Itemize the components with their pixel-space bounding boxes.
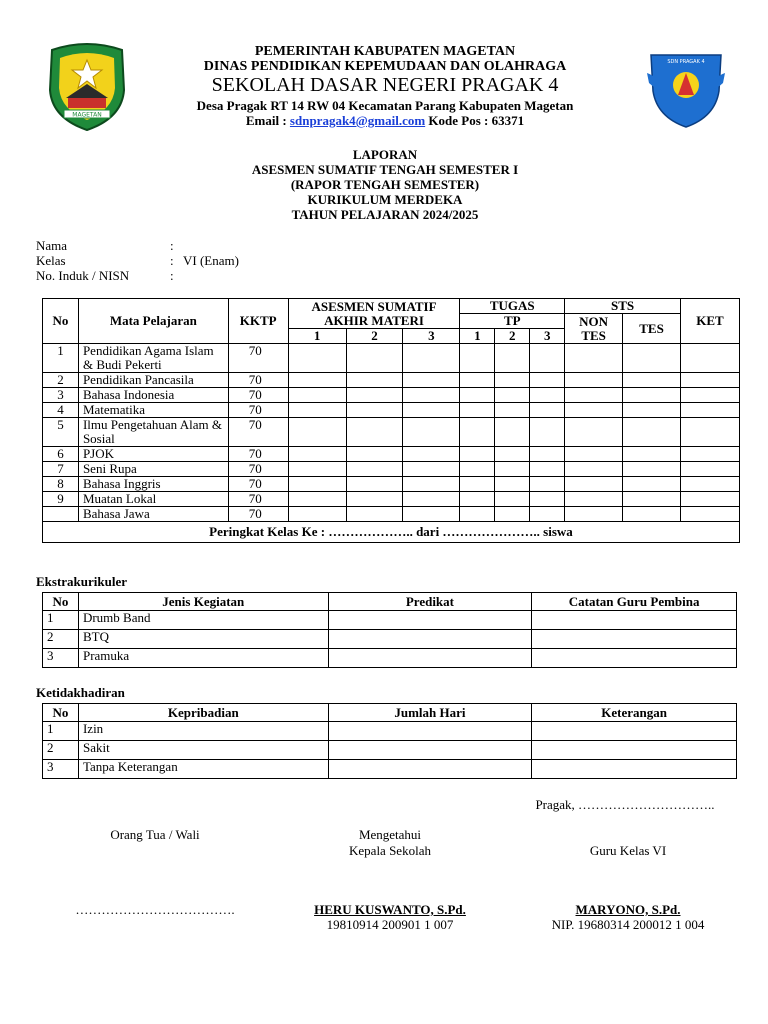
col-non-tes: NON TES (565, 314, 623, 344)
grade-subject: Ilmu Pengetahuan Alam & Sosial (78, 418, 228, 447)
grade-score-cell[interactable] (346, 492, 403, 507)
grade-score-cell[interactable] (530, 418, 565, 447)
grade-row (43, 403, 740, 418)
col-no: No (43, 299, 79, 344)
absence-note-cell[interactable] (532, 722, 737, 741)
grade-score-cell[interactable] (288, 403, 346, 418)
grade-score-cell[interactable] (623, 403, 681, 418)
grade-kktp: 70 (228, 477, 288, 492)
grade-score-cell[interactable] (495, 447, 530, 462)
grade-score-cell[interactable] (565, 344, 623, 373)
grade-no: 3 (43, 388, 79, 403)
extra-note-cell[interactable] (532, 630, 737, 649)
grade-score-cell[interactable] (288, 447, 346, 462)
col-ket: KET (681, 299, 740, 344)
grade-score-cell[interactable] (623, 344, 681, 373)
grade-score-cell[interactable] (403, 462, 460, 477)
grade-score-cell[interactable] (565, 507, 623, 522)
grade-score-cell[interactable] (288, 373, 346, 388)
grade-no: 5 (43, 418, 79, 447)
grade-score-cell[interactable] (460, 388, 495, 403)
col-sts: STS (565, 299, 681, 314)
grade-score-cell[interactable] (346, 507, 403, 522)
school-address: Desa Pragak RT 14 RW 04 Kecamatan Parang Kabupaten Magetan (196, 98, 574, 113)
absence-name: Tanpa Keterangan (78, 760, 328, 779)
grade-score-cell[interactable] (403, 447, 460, 462)
grade-kktp: 70 (228, 462, 288, 477)
extra-row (43, 611, 737, 630)
header-line-1: PEMERINTAH KABUPATEN MAGETAN (254, 44, 516, 59)
report-subtitle-4: TAHUN PELAJARAN 2024/2025 (291, 207, 479, 222)
grade-score-cell[interactable] (495, 492, 530, 507)
grade-score-cell[interactable] (623, 418, 681, 447)
grade-score-cell[interactable] (460, 507, 495, 522)
col-asas-1: 1 (288, 329, 346, 344)
grade-score-cell[interactable] (623, 492, 681, 507)
teacher-name: MARYONO, S.Pd. (575, 902, 681, 917)
extra-name: BTQ (78, 630, 328, 649)
teacher-nip: NIP. 19680314 200012 1 004 (551, 917, 705, 932)
grades-table (42, 298, 740, 543)
grade-score-cell[interactable] (530, 477, 565, 492)
col-kktp: KKTP (228, 299, 288, 344)
grade-score-cell[interactable] (460, 344, 495, 373)
identity-label-name: Nama (36, 238, 68, 253)
postal-code: Kode Pos : 63371 (428, 113, 525, 128)
extra-name: Pramuka (78, 649, 328, 668)
grade-score-cell[interactable] (288, 477, 346, 492)
grade-score-cell[interactable] (681, 492, 740, 507)
logo-left-label: MAGETAN (72, 111, 102, 119)
extra-no: 3 (43, 649, 79, 668)
report-title: LAPORAN (352, 147, 418, 162)
grade-score-cell[interactable] (403, 344, 460, 373)
grade-score-cell[interactable] (530, 492, 565, 507)
grade-score-cell[interactable] (623, 447, 681, 462)
grade-row (43, 388, 740, 403)
grade-row (43, 507, 740, 522)
absence-col-type: Kepribadian (78, 704, 328, 722)
identity-value-class: VI (Enam) (183, 253, 239, 268)
grade-no: 2 (43, 373, 79, 388)
principal-name: HERU KUSWANTO, S.Pd. (314, 902, 466, 917)
identity-label-nisn: No. Induk / NISN (36, 268, 130, 283)
grade-score-cell[interactable] (495, 418, 530, 447)
grade-score-cell[interactable] (495, 477, 530, 492)
school-badge-icon (645, 47, 727, 129)
extra-col-note: Catatan Guru Pembina (532, 593, 737, 611)
grade-no: 1 (43, 344, 79, 373)
grade-score-cell[interactable] (288, 344, 346, 373)
col-tp-3: 3 (530, 329, 565, 344)
grade-score-cell[interactable] (460, 403, 495, 418)
absence-title: Ketidakhadiran (36, 685, 125, 700)
grade-subject: Bahasa Indonesia (78, 388, 228, 403)
extra-col-no: No (43, 593, 79, 611)
grade-score-cell[interactable] (495, 344, 530, 373)
grade-score-cell[interactable] (681, 388, 740, 403)
col-subject: Mata Pelajaran (78, 299, 228, 344)
header-line-2: DINAS PENDIDIKAN KEPEMUDAAN DAN OLAHRAGA (203, 59, 567, 74)
grade-score-cell[interactable] (495, 403, 530, 418)
grade-row (43, 462, 740, 477)
identity-colon: : (170, 238, 174, 253)
absence-name: Izin (78, 722, 328, 741)
extracurricular-title: Ekstrakurikuler (36, 574, 128, 589)
absence-value-cell[interactable] (328, 760, 532, 779)
grade-subject: Seni Rupa (78, 462, 228, 477)
grade-score-cell[interactable] (346, 447, 403, 462)
grade-score-cell[interactable] (403, 418, 460, 447)
grade-score-cell[interactable] (460, 462, 495, 477)
grade-score-cell[interactable] (403, 403, 460, 418)
grade-subject: Muatan Lokal (78, 492, 228, 507)
col-asas-2: 2 (346, 329, 403, 344)
col-tugas: TUGAS (460, 299, 565, 314)
grade-no: 6 (43, 447, 79, 462)
absence-note-cell[interactable] (532, 760, 737, 779)
grade-kktp: 70 (228, 507, 288, 522)
absence-no: 3 (43, 760, 79, 779)
grade-row (43, 492, 740, 507)
col-asas-3: 3 (403, 329, 460, 344)
extra-note-cell[interactable] (532, 611, 737, 630)
extra-no: 2 (43, 630, 79, 649)
grade-kktp: 70 (228, 388, 288, 403)
col-tp: TP (460, 314, 565, 329)
grade-score-cell[interactable] (623, 373, 681, 388)
grade-score-cell[interactable] (623, 462, 681, 477)
grade-score-cell[interactable] (565, 388, 623, 403)
grade-score-cell[interactable] (565, 418, 623, 447)
grade-row (43, 477, 740, 492)
absence-col-note: Keterangan (532, 704, 737, 722)
grade-score-cell[interactable] (403, 492, 460, 507)
grade-score-cell[interactable] (460, 477, 495, 492)
school-name: SEKOLAH DASAR NEGERI PRAGAK 4 (211, 74, 559, 96)
absence-name: Sakit (78, 741, 328, 760)
extra-col-predicate: Predikat (328, 593, 532, 611)
grade-kktp: 70 (228, 447, 288, 462)
contact-line (150, 113, 620, 129)
grade-no (43, 507, 79, 522)
grade-score-cell[interactable] (681, 418, 740, 447)
rank-line: Peringkat Kelas Ke : ……………….. dari ………………….. siswa (43, 522, 740, 543)
knowing-label: Mengetahui (358, 827, 422, 842)
parent-label: Orang Tua / Wali (110, 827, 200, 842)
extra-no: 1 (43, 611, 79, 630)
absence-row (43, 760, 737, 779)
grade-score-cell[interactable] (403, 507, 460, 522)
grade-no: 4 (43, 403, 79, 418)
grade-score-cell[interactable] (530, 507, 565, 522)
grade-score-cell[interactable] (530, 344, 565, 373)
report-subtitle-2: (RAPOR TENGAH SEMESTER) (290, 177, 480, 192)
grade-subject: Pendidikan Agama Islam & Budi Pekerti (78, 344, 228, 373)
report-subtitle-1: ASESMEN SUMATIF TENGAH SEMESTER I (251, 162, 519, 177)
grade-score-cell[interactable] (460, 418, 495, 447)
col-tes: TES (623, 314, 681, 344)
grade-subject: Bahasa Jawa (78, 507, 228, 522)
principal-title: Kepala Sekolah (349, 843, 431, 858)
absence-table (42, 703, 737, 779)
grade-score-cell[interactable] (288, 418, 346, 447)
col-asas: ASESMEN SUMATIF AKHIR MATERI (288, 299, 460, 329)
extra-name: Drumb Band (78, 611, 328, 630)
grade-score-cell[interactable] (460, 447, 495, 462)
grade-score-cell[interactable] (530, 373, 565, 388)
grade-score-cell[interactable] (495, 507, 530, 522)
grade-score-cell[interactable] (530, 388, 565, 403)
grade-score-cell[interactable] (681, 403, 740, 418)
grade-score-cell[interactable] (288, 462, 346, 477)
grade-score-cell[interactable] (346, 418, 403, 447)
absence-value-cell[interactable] (328, 722, 532, 741)
grade-subject: PJOK (78, 447, 228, 462)
grade-score-cell[interactable] (288, 388, 346, 403)
absence-col-days: Jumlah Hari (328, 704, 532, 722)
grade-score-cell[interactable] (565, 447, 623, 462)
grade-score-cell[interactable] (495, 462, 530, 477)
grade-kktp: 70 (228, 418, 288, 447)
absence-no: 2 (43, 741, 79, 760)
grade-no: 7 (43, 462, 79, 477)
grade-subject: Pendidikan Pancasila (78, 373, 228, 388)
grade-subject: Bahasa Inggris (78, 477, 228, 492)
grade-score-cell[interactable] (565, 462, 623, 477)
grade-kktp: 70 (228, 492, 288, 507)
logo-right-label: SDN PRAGAK 4 (667, 59, 705, 65)
extracurricular-table (42, 592, 737, 668)
grade-score-cell[interactable] (346, 373, 403, 388)
absence-col-no: No (43, 704, 79, 722)
grade-row (43, 344, 740, 373)
grade-score-cell[interactable] (495, 373, 530, 388)
grade-kktp: 70 (228, 344, 288, 373)
grade-kktp: 70 (228, 373, 288, 388)
extra-note-cell[interactable] (532, 649, 737, 668)
identity-label-class: Kelas (36, 253, 66, 268)
grade-score-cell[interactable] (530, 447, 565, 462)
grade-score-cell[interactable] (681, 344, 740, 373)
grade-score-cell[interactable] (565, 477, 623, 492)
email-link[interactable]: sdnpragak4@gmail.com (289, 113, 426, 128)
absence-value-cell[interactable] (328, 741, 532, 760)
absence-row (43, 722, 737, 741)
grade-score-cell[interactable] (623, 388, 681, 403)
grade-score-cell[interactable] (403, 388, 460, 403)
grade-score-cell[interactable] (623, 507, 681, 522)
grade-score-cell[interactable] (565, 492, 623, 507)
col-tp-2: 2 (495, 329, 530, 344)
absence-body (43, 722, 737, 779)
absence-row (43, 741, 737, 760)
grade-row (43, 447, 740, 462)
grade-score-cell[interactable] (346, 462, 403, 477)
identity-colon: : (170, 253, 174, 268)
extracurricular-body (43, 611, 737, 668)
absence-no: 1 (43, 722, 79, 741)
parent-signature-line: ………………………………. (75, 902, 235, 917)
col-tp-1: 1 (460, 329, 495, 344)
absence-note-cell[interactable] (532, 741, 737, 760)
report-subtitle-3: KURIKULUM MERDEKA (307, 192, 463, 207)
grade-no: 9 (43, 492, 79, 507)
extra-row (43, 649, 737, 668)
grade-score-cell[interactable] (495, 388, 530, 403)
grade-score-cell[interactable] (288, 507, 346, 522)
grade-score-cell[interactable] (346, 344, 403, 373)
grade-score-cell[interactable] (403, 477, 460, 492)
extra-value-cell[interactable] (328, 649, 532, 668)
grade-no: 8 (43, 477, 79, 492)
grade-score-cell[interactable] (681, 373, 740, 388)
grade-score-cell[interactable] (460, 492, 495, 507)
grade-score-cell[interactable] (681, 447, 740, 462)
place-date: Pragak, ………………………….. (535, 797, 715, 812)
grade-row (43, 418, 740, 447)
identity-colon: : (170, 268, 174, 283)
grade-score-cell[interactable] (681, 507, 740, 522)
grade-score-cell[interactable] (681, 462, 740, 477)
grade-kktp: 70 (228, 403, 288, 418)
grade-score-cell[interactable] (288, 492, 346, 507)
grade-score-cell[interactable] (623, 477, 681, 492)
grade-subject: Matematika (78, 403, 228, 418)
grade-score-cell[interactable] (530, 462, 565, 477)
magetan-regency-crest-icon (44, 40, 130, 132)
grade-score-cell[interactable] (681, 477, 740, 492)
extra-value-cell[interactable] (328, 611, 532, 630)
grade-score-cell[interactable] (346, 388, 403, 403)
grades-body (43, 344, 740, 522)
grade-score-cell[interactable] (346, 477, 403, 492)
grade-score-cell[interactable] (346, 403, 403, 418)
extra-row (43, 630, 737, 649)
grade-score-cell[interactable] (403, 373, 460, 388)
grade-score-cell[interactable] (530, 403, 565, 418)
grade-score-cell[interactable] (460, 373, 495, 388)
extra-value-cell[interactable] (328, 630, 532, 649)
grade-score-cell[interactable] (565, 373, 623, 388)
grade-score-cell[interactable] (565, 403, 623, 418)
extra-col-activity: Jenis Kegiatan (78, 593, 328, 611)
grade-row (43, 373, 740, 388)
email-label: Email : (245, 113, 287, 128)
teacher-title: Guru Kelas VI (589, 843, 667, 858)
principal-nip: 19810914 200901 1 007 (326, 917, 454, 932)
